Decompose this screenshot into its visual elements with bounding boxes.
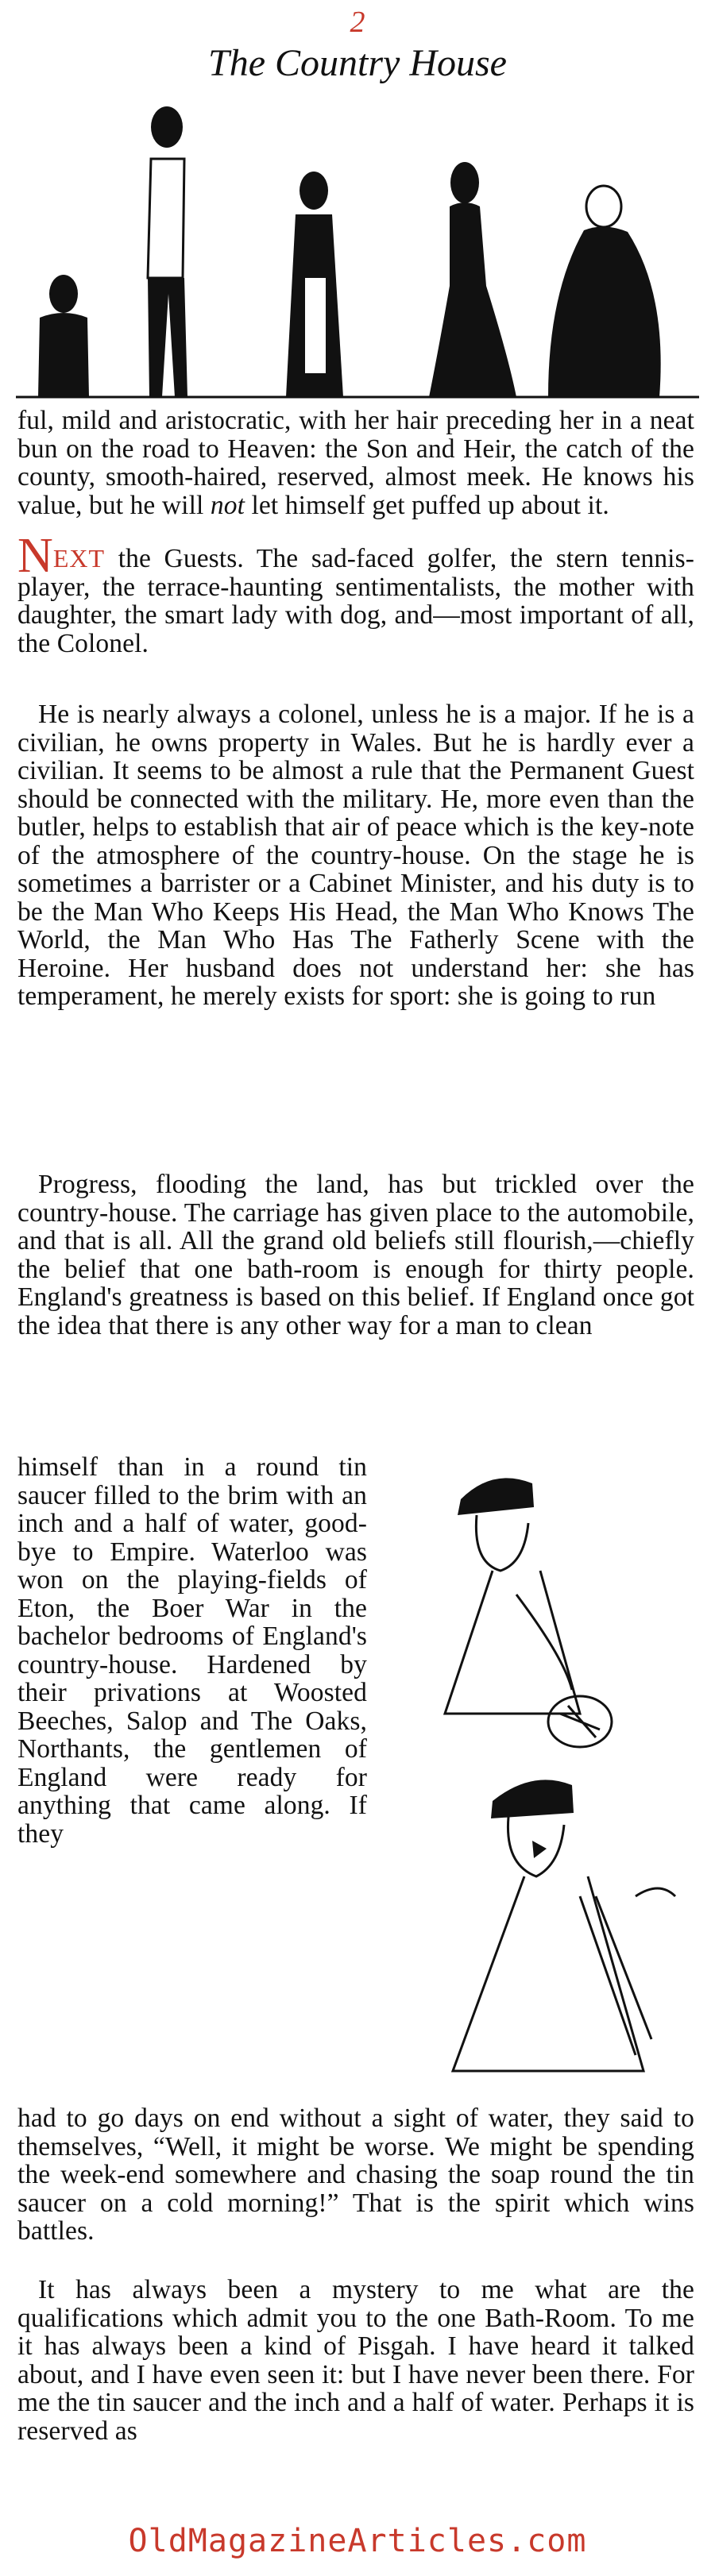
- site-credit: OldMagazineArticles.com: [128, 2523, 587, 2559]
- butler-figure: [148, 106, 187, 397]
- paragraph-spirit: had to go days on end without a sight of water, they said to themselves, “Well, it might be worse. We might be spending the week-end somewhere and chasing the soap round the tin saucer on a cold morning!” That is the spirit which wins battles.: [17, 2104, 694, 2246]
- lady-figure: [429, 162, 516, 397]
- golfer-figure: [453, 1780, 675, 2071]
- paragraph-family: ful, mild and aristocratic, with her hair preceding her in a neat bun on the road to Heaven: the Son and Heir, the catch of the county, smooth-haired, reserved, almost meek. He knows his value, but he will not let himself get puffed up about it.: [17, 406, 694, 520]
- page-number: 2: [350, 6, 365, 39]
- guests-illustration: [397, 1452, 683, 2079]
- dowager-figure: [548, 186, 661, 397]
- tennis-player-figure: [445, 1478, 612, 1747]
- paragraph-bathroom: It has always been a mystery to me what are the qualifications which admit you to the one Bath-Room. To me it has always been a kind of Pisgah. I have heard it talked about, and I have even seen it: but I have never been there. For me the tin saucer and the inch and a half of water. Perhaps it is reserved as: [17, 2275, 694, 2446]
- paragraph-saucer: himself than in a round tin saucer filled to the brim with an inch and a half of water, good-bye to Empire. Waterloo was won on the playing-fields of Eton, the Boer War in the bachelor bedrooms of England's country-house. Hardened by their privations at Woosted Beeches, Salop and The Oaks, Northants, the gentlemen of England were ready for anything that came along. If they: [17, 1452, 367, 1849]
- maid-figure: [286, 172, 343, 397]
- paragraph-guests: NEXT the Guests. The sad-faced golfer, the stern tennis-player, the terrace-haunting sentimentalists, the mother with daughter, the smart lady with dog, and—most important of all, the Colonel.: [17, 529, 694, 658]
- drop-cap: N: [17, 529, 53, 583]
- paragraph-progress: Progress, flooding the land, has but trickled over the country-house. The carriage has given place to the automobile, and that is all. All the grand old beliefs still flourish,—chiefly the belief that one bath-room is enough for thirty people. England's greatness is based on this belief. If England once got the idea that there is any other way for a man to clean: [17, 1170, 694, 1340]
- household-procession-illustration: [0, 95, 715, 405]
- paragraph-colonel: He is nearly always a colonel, unless he is a major. If he is a civilian, he owns property in Wales. But he is hardly ever a civilian. It seems to be almost a rule that the Permanent Guest should be connected with the military. He, more even than the butler, helps to establish that air of peace which is the key-note of the atmosphere of the country-house. On the stage he is sometimes a barrister or a Cabinet Minister, and his duty is to be the Man Who Keeps His Head, the Man Who Knows The World, the Man Who Has The Fatherly Scene with the Heroine. Her husband does not understand her: she has temperament, he merely exists for sport: she is going to run: [17, 700, 694, 1011]
- page-boy-figure: [38, 275, 89, 397]
- page-title: The Country House: [208, 42, 507, 84]
